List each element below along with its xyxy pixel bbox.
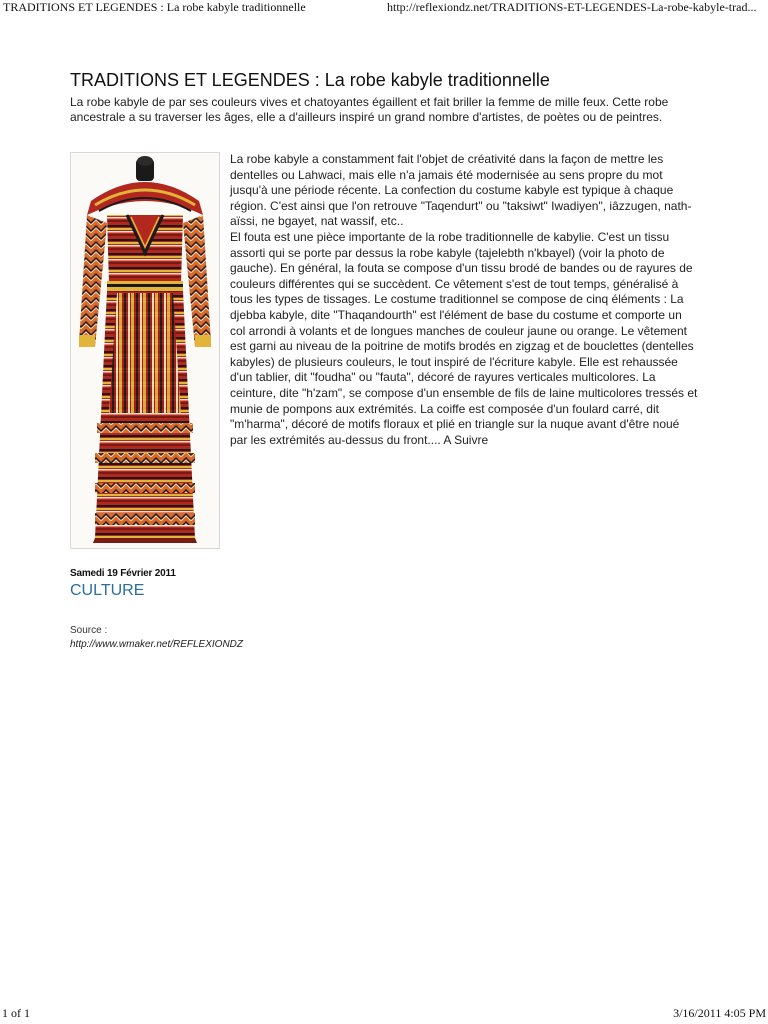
print-header-title: TRADITIONS ET LEGENDES : La robe kabyle traditionnelle xyxy=(3,0,306,14)
article-paragraph: El fouta est une pièce importante de la robe traditionnelle de kabylie. C'est un tissu assorti qui se porte par dessus la robe kabyle (tajelebth n'kbayel) (voir la photo de gauche). En général, la fouta se compose d'un tissu brodé de bandes ou de rayures de couleurs différentes qui se succèdent. Ce vêtement s'est de tout temps, généralisé à tous les types de tissages. Le costume traditionnel se compose de cinq éléments : La djebba kabyle, dite "Thaqandourth" est l'élément de base du costume et comporte un col arrondi à volants et de longues manches de couleur jaune ou orange. Le vêtement est garni au niveau de la poitrine de motifs brodés en zigzag et de bouclettes (dentelles kabyles) de plusieurs couleurs, le tout inspiré de l'écriture kabyle. Elle est rehaussée d'un tablier, dit "foudha" ou "fauta", décoré de rayures verticales multicolores. La ceinture, dite "h'zam", se compose d'un ensemble de fils de laine multicolores tressés et munie de pompons aux extrémités. La coiffe est composée d'un foulard carré, dit "m'harma", décoré de motifs floraux et plié en triangle sur la nuque avant d'être noué par les extrémités au-dessus du front.... A Suivre xyxy=(230,229,698,447)
article-body xyxy=(230,152,700,448)
page-counter: 1 of 1 xyxy=(2,1006,30,1020)
article-paragraph: La robe kabyle a constamment fait l'objet de créativité dans la façon de mettre les dentelles ou Lahwaci, mais elle n'a jamais été modernisée au sens propre du mot jusqu'à une période récente. La confection du costume kabyle est typique à chaque région. C'est ainsi que l'on retrouve "Taqendurt" ou "taksiwt" Iwadiyen", iâzzugen, nath-aïssi, ne bgayet, nat wassif, etc.. xyxy=(230,152,692,229)
print-header-url[interactable]: http://reflexiondz.net/TRADITIONS-ET-LEGENDES-La-robe-kabyle-trad... xyxy=(387,0,757,14)
article-intro: La robe kabyle de par ses couleurs vives et chatoyantes égaillent et fait briller la femme de mille feux. Cette robe ancestrale a su traverser les âges, elle a d'ailleurs inspiré un grand nombre d'artistes, de poètes ou de peintres. xyxy=(70,95,669,124)
source-label: Source : xyxy=(70,625,108,636)
dress-illustration xyxy=(71,153,219,548)
article-date: Samedi 19 Février 2011 xyxy=(70,568,176,579)
category-link[interactable]: CULTURE xyxy=(70,582,145,599)
source-link[interactable]: http://www.wmaker.net/REFLEXIONDZ xyxy=(70,639,244,650)
print-timestamp: 3/16/2011 4:05 PM xyxy=(673,1006,766,1020)
kabyle-dress-photo xyxy=(70,152,220,549)
article-title: TRADITIONS ET LEGENDES : La robe kabyle traditionnelle xyxy=(70,70,550,90)
